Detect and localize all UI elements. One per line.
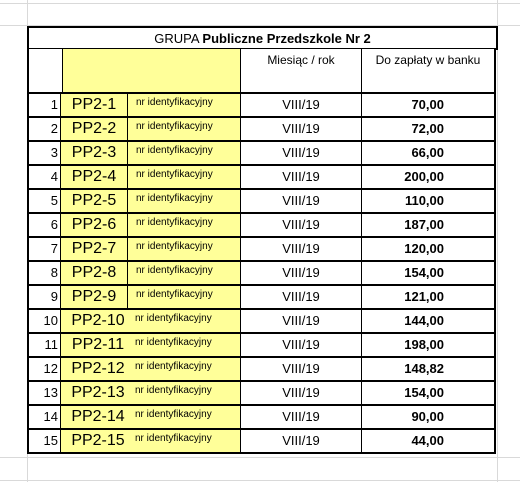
row-number-cell[interactable]: 4 (29, 166, 61, 188)
amount-cell[interactable]: 90,00 (411, 409, 444, 424)
row-number-cell[interactable]: 9 (29, 286, 61, 308)
header-row (27, 48, 496, 94)
amount-cell[interactable]: 144,00 (404, 313, 444, 328)
id-code-cell[interactable]: PP2-2 (61, 118, 128, 140)
id-label-cell[interactable]: nr identyfikacyjny (135, 430, 241, 452)
table-body (27, 94, 496, 454)
amount-cell[interactable]: 72,00 (411, 121, 444, 136)
table-row (27, 358, 496, 382)
row-number-cell[interactable]: 7 (29, 238, 61, 260)
row-number-cell[interactable]: 5 (29, 190, 61, 212)
amount-cell[interactable]: 198,00 (404, 337, 444, 352)
id-code-cell[interactable]: PP2-5 (61, 190, 128, 212)
month-cell[interactable]: VIII/19 (241, 382, 362, 404)
id-code-cell[interactable]: PP2-7 (61, 238, 128, 260)
row-number-cell[interactable]: 12 (29, 358, 61, 380)
id-label-cell[interactable]: nr identyfikacyjny (135, 310, 241, 332)
table-row (27, 334, 496, 358)
month-cell[interactable]: VIII/19 (241, 118, 362, 140)
table-row (27, 94, 496, 118)
amount-cell[interactable]: 120,00 (404, 241, 444, 256)
row-number-cell[interactable]: 8 (29, 262, 61, 284)
table-row (27, 190, 496, 214)
table-row (27, 142, 496, 166)
row-number-cell[interactable]: 15 (29, 430, 61, 452)
amount-cell[interactable]: 200,00 (404, 169, 444, 184)
gridline (0, 457, 520, 458)
id-code-cell[interactable]: PP2-11 (61, 334, 135, 356)
amount-cell[interactable]: 44,00 (411, 433, 444, 448)
month-cell[interactable]: VIII/19 (241, 358, 362, 380)
table-row (27, 430, 496, 454)
id-label-cell[interactable]: nr identyfikacyjny (128, 238, 241, 260)
gridline (0, 480, 520, 481)
id-code-cell[interactable]: PP2-8 (61, 262, 128, 284)
amount-cell[interactable]: 154,00 (404, 265, 444, 280)
id-code-cell[interactable]: PP2-6 (61, 214, 128, 236)
table-row (27, 286, 496, 310)
month-cell[interactable]: VIII/19 (241, 406, 362, 428)
table-row (27, 310, 496, 334)
id-label-cell[interactable]: nr identyfikacyjny (128, 118, 241, 140)
id-label-cell[interactable]: nr identyfikacyjny (128, 94, 241, 116)
table-row (27, 382, 496, 406)
row-number-cell[interactable]: 6 (29, 214, 61, 236)
id-label-cell[interactable]: nr identyfikacyjny (128, 190, 241, 212)
id-code-cell[interactable]: PP2-9 (61, 286, 128, 308)
month-cell[interactable]: VIII/19 (241, 166, 362, 188)
id-label-cell[interactable]: nr identyfikacyjny (128, 262, 241, 284)
id-label-cell[interactable]: nr identyfikacyjny (128, 166, 241, 188)
id-label-cell[interactable]: nr identyfikacyjny (135, 406, 241, 428)
header-id-cell[interactable] (63, 49, 241, 92)
id-label-cell[interactable]: nr identyfikacyjny (135, 334, 241, 356)
month-cell[interactable]: VIII/19 (241, 286, 362, 308)
table-row (27, 238, 496, 262)
amount-cell[interactable]: 66,00 (411, 145, 444, 160)
table-row (27, 166, 496, 190)
header-payment-cell[interactable]: Do zapłaty w banku (375, 53, 481, 67)
id-code-cell[interactable]: PP2-10 (61, 310, 135, 332)
gridline (0, 3, 520, 4)
id-code-cell[interactable]: PP2-1 (61, 94, 128, 116)
amount-cell[interactable]: 154,00 (404, 385, 444, 400)
month-cell[interactable]: VIII/19 (241, 310, 362, 332)
month-cell[interactable]: VIII/19 (241, 430, 362, 452)
row-number-cell[interactable]: 13 (29, 382, 61, 404)
row-number-cell[interactable]: 3 (29, 142, 61, 164)
table-row (27, 262, 496, 286)
title-name: Publiczne Przedszkole Nr 2 (202, 31, 371, 46)
amount-cell[interactable]: 187,00 (404, 217, 444, 232)
month-cell[interactable]: VIII/19 (241, 190, 362, 212)
row-number-cell[interactable]: 11 (29, 334, 61, 356)
gridline (497, 0, 498, 482)
id-code-cell[interactable]: PP2-4 (61, 166, 128, 188)
id-label-cell[interactable]: nr identyfikacyjny (135, 382, 241, 404)
id-label-cell[interactable]: nr identyfikacyjny (135, 358, 241, 380)
id-label-cell[interactable]: nr identyfikacyjny (128, 286, 241, 308)
amount-cell[interactable]: 110,00 (404, 193, 444, 208)
id-code-cell[interactable]: PP2-14 (61, 406, 135, 428)
month-cell[interactable]: VIII/19 (241, 142, 362, 164)
spreadsheet-table (27, 26, 496, 453)
title-prefix: GRUPA (154, 31, 199, 46)
amount-cell[interactable]: 70,00 (411, 97, 444, 112)
month-cell[interactable]: VIII/19 (241, 214, 362, 236)
table-row (27, 118, 496, 142)
amount-cell[interactable]: 121,00 (404, 289, 444, 304)
row-number-cell[interactable]: 2 (29, 118, 61, 140)
month-cell[interactable]: VIII/19 (241, 94, 362, 116)
id-code-cell[interactable]: PP2-15 (61, 430, 135, 452)
id-code-cell[interactable]: PP2-13 (61, 382, 135, 404)
table-row (27, 214, 496, 238)
title-cell[interactable] (27, 26, 498, 50)
row-number-cell[interactable]: 1 (29, 94, 61, 116)
header-month-cell[interactable]: Miesiąc / rok (241, 49, 362, 92)
table-row (27, 406, 496, 430)
id-label-cell[interactable]: nr identyfikacyjny (128, 142, 241, 164)
id-code-cell[interactable]: PP2-12 (61, 358, 135, 380)
month-cell[interactable]: VIII/19 (241, 238, 362, 260)
header-num-cell[interactable] (29, 49, 63, 92)
month-cell[interactable]: VIII/19 (241, 262, 362, 284)
row-number-cell[interactable]: 10 (29, 310, 61, 332)
id-code-cell[interactable]: PP2-3 (61, 142, 128, 164)
id-label-cell[interactable]: nr identyfikacyjny (128, 214, 241, 236)
row-number-cell[interactable]: 14 (29, 406, 61, 428)
amount-cell[interactable]: 148,82 (404, 361, 444, 376)
month-cell[interactable]: VIII/19 (241, 334, 362, 356)
